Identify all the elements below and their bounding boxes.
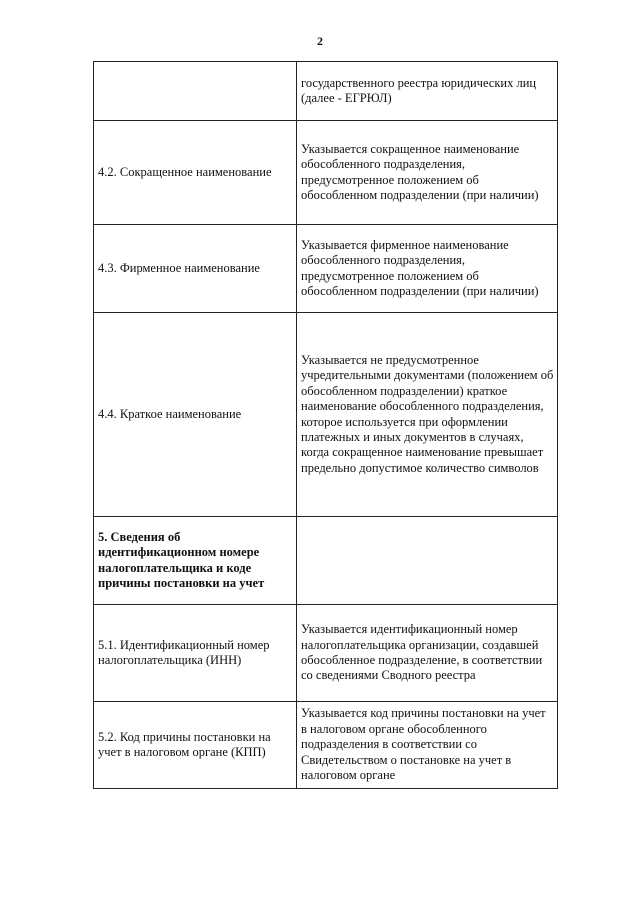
field-description-cell: Указывается идентификационный номер налогоплательщика организации, создавшей обособленное подразделение, в соответствии со сведениями Сводного реестра — [297, 605, 558, 702]
table-row — [94, 62, 558, 121]
field-description-cell: Указывается код причины постановки на учет в налоговом органе обособленного подразделения в соответствии со Свидетельством о постановке на учет в налоговом органе — [297, 702, 558, 789]
field-name-cell: 4.3. Фирменное наименование — [94, 225, 297, 313]
table-row — [94, 605, 558, 702]
field-name-cell: 4.4. Краткое наименование — [94, 313, 297, 517]
table-row — [94, 702, 558, 789]
field-name-cell: 4.2. Сокращенное наименование — [94, 121, 297, 225]
field-name-cell — [94, 62, 297, 121]
field-name-cell: 5.2. Код причины постановки на учет в налоговом органе (КПП) — [94, 702, 297, 789]
table-row — [94, 225, 558, 313]
field-name-cell: 5.1. Идентификационный номер налогоплательщика (ИНН) — [94, 605, 297, 702]
fields-table — [93, 61, 558, 789]
field-description-cell: Указывается фирменное наименование обособленного подразделения, предусмотренное положением об обособленном подразделении (при наличии) — [297, 225, 558, 313]
section-title-cell: 5. Сведения об идентификационном номере налогоплательщика и коде причины постановки на учет — [94, 517, 297, 605]
field-description-cell — [297, 517, 558, 605]
field-description-cell: Указывается сокращенное наименование обособленного подразделения, предусмотренное положением об обособленном подразделении (при наличии) — [297, 121, 558, 225]
page-number: 2 — [317, 34, 323, 48]
field-description-cell: государственного реестра юридических лиц (далее - ЕГРЮЛ) — [297, 62, 558, 121]
table-row — [94, 517, 558, 605]
field-description-cell: Указывается не предусмотренное учредительными документами (положением об обособленном подразделении) краткое наименование обособленного подразделения, которое используется при оформлении платежных и иных документов в случаях, когда сокращенное наименование превышает предельно допустимое количество символов — [297, 313, 558, 517]
table-row — [94, 313, 558, 517]
table-row — [94, 121, 558, 225]
